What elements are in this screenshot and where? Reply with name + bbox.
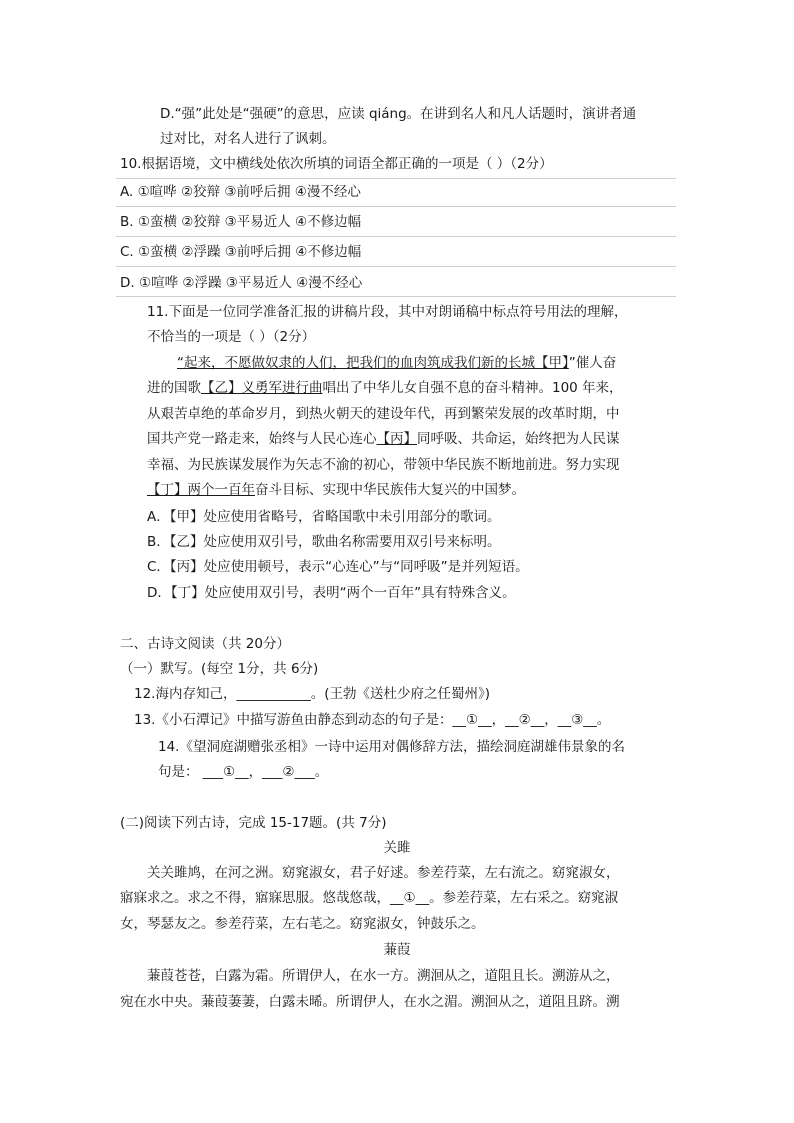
q12: 12.海内存知己，___________。(王勃《送杜少府之任蜀州》) [134,686,491,702]
q11-stem-line2: 不恰当的一项是（ ）（2分） [147,329,316,345]
q10-option-a: A. ①喧哗 ②狡辩 ③前呼后拥 ④漫不经心 [120,184,361,200]
q10-option-d: D. ①喧哗 ②浮躁 ③平易近人 ④漫不经心 [120,275,363,291]
q11-stem-line1: 11.下面是一位同学准备汇报的讲稿片段，其中对朗诵稿中标点符号用法的理解， [147,304,628,320]
q11-option-b: B．【乙】处应使用双引号，歌曲名称需要用双引号来标明。 [147,534,501,550]
poem1-line2: 寤寐求之。求之不得，寤寐思服。悠哉悠哉，__①__。参差荇菜，左右采之。窈窕淑 [120,890,619,906]
subsection-poem-reading: (二)阅读下列古诗，完成 15-17题。(共 7分) [120,815,387,831]
poem1-title: 关雎 [383,840,411,856]
poem2-line1: 蒹葭苍苍，白露为霜。所谓伊人，在水一方。溯洄从之，道阻且长。溯游从之， [147,968,620,984]
q11-option-a: A．【甲】处应使用省略号，省略国歌中未引用部分的歌词。 [147,509,501,525]
q11-passage-line3: 从艰苦卓绝的革命岁月，到热火朝天的建设年代，再到繁荣发展的改革时期，中 [147,406,620,422]
poem1-line3: 女，琴瑟友之。参差荇菜，左右芼之。窈窕淑女，钟鼓乐之。 [120,916,485,932]
option-divider [116,236,676,237]
q11-passage-line2: 进的国歌【乙】义勇军进行曲唱出了中华儿女自强不息的奋斗精神。100 年来， [147,380,623,396]
q11-passage-line1: “起来，不愿做奴隶的人们，把我们的血肉筑成我们新的长城【甲】”催人奋 [177,355,617,371]
option-divider [116,296,676,297]
poem2-title: 蒹葭 [383,942,411,958]
section-title: 二、古诗文阅读（共 20分） [120,636,290,652]
q9-option-d-line1: D.“强”此处是“强硬”的意思，应读 qiáng。在讲到名人和凡人话题时，演讲者通 [160,106,637,122]
poem2-line2: 宛在水中央。蒹葭萋萋，白露未晞。所谓伊人，在水之湄。溯洄从之，道阻且跻。溯 [120,994,620,1010]
q11-passage-line6: 【丁】两个一百年奋斗目标、实现中华民族伟大复兴的中国梦。 [147,482,525,498]
ding-mark: 【丁】两个一百年 [147,482,255,498]
option-divider [116,178,676,179]
bing-mark: 【丙】 [376,431,417,447]
q11-passage-line5: 幸福、为民族谋发展作为矢志不渝的初心，带领中华民族不断地前进。努力实现 [147,457,620,473]
q11-option-d: D．【丁】处应使用双引号，表明“两个一百年”具有特殊含义。 [147,585,516,601]
song-title-mark: 【乙】义勇军进行曲 [201,380,323,396]
q10-option-b: B. ①蛮横 ②狡辩 ③平易近人 ④不修边幅 [120,214,362,230]
q11-option-c: C．【丙】处应使用顿号，表示“心连心”与“同呼吸”是并列短语。 [147,559,529,575]
q10-stem: 10.根据语境，文中横线处依次所填的词语全都正确的一项是（ ）（2分） [120,156,553,172]
q13: 13.《小石潭记》中描写游鱼由静态到动态的句子是：__①__，__②__，__③__。 [134,712,611,728]
q11-passage-line4: 国共产党一路走来，始终与人民心连心【丙】同呼吸、共命运，始终把为人民谋 [147,431,620,447]
q14-line1: 14.《望洞庭湖赠张丞相》一诗中运用对偶修辞方法，描绘洞庭湖雄伟景象的名 [158,739,625,755]
anthem-quote: “起来，不愿做奴隶的人们，把我们的血肉筑成我们新的长城【甲】 [177,355,569,371]
option-divider [116,266,676,267]
q9-option-d-line2: 过对比，对名人进行了讽刺。 [160,131,336,147]
q14-line2: 句是： ___①__，___②___。 [158,764,329,780]
q10-option-c: C. ①蛮横 ②浮躁 ③前呼后拥 ④不修边幅 [120,244,362,260]
poem1-line1: 关关雎鸠，在河之洲。窈窕淑女，君子好逑。参差荇菜，左右流之。窈窕淑女， [147,865,620,881]
subsection-dictation: （一）默写。(每空 1分，共 6分) [120,661,319,677]
option-divider [116,206,676,207]
